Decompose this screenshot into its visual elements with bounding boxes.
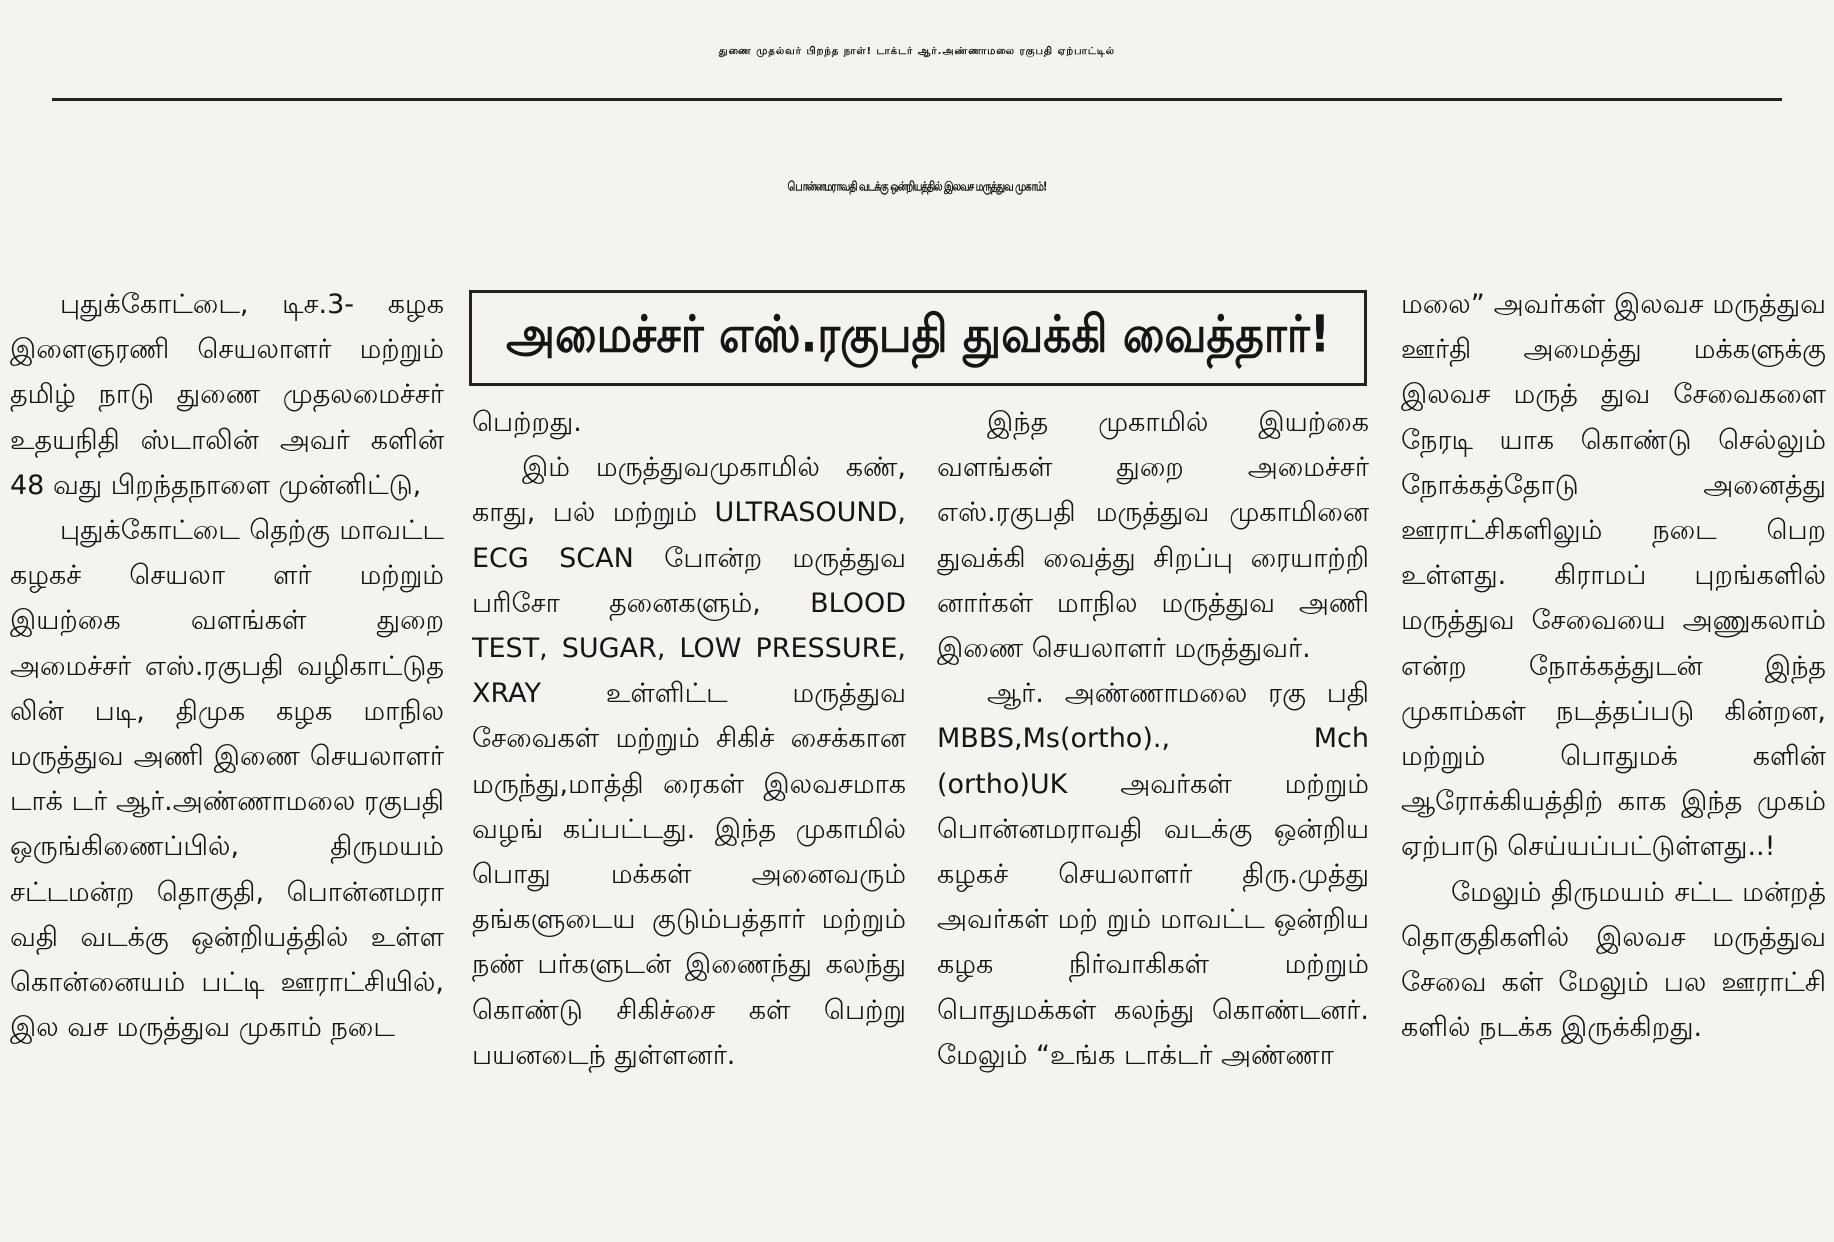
main-headline: பொன்னமராவதி வடக்கு ஒன்றியத்தில் இலவச மருத்துவ முகாம்! bbox=[787, 180, 1047, 195]
subheadline-box bbox=[469, 290, 1367, 386]
paragraph: மலை” அவர்கள் இலவச மருத்துவ ஊர்தி அமைத்து மக்களுக்கு இலவச மருத் துவ சேவைகளை நேரடி யாக கொண்டு செல்லும் நோக்கத்தோடு அனைத்து ஊராட்சிகளிலும் நடை பெற உள்ளது. கிராமப் புறங்களில் மருத்துவ சேவையை அணுகலாம் என்ற நோக்கத்துடன் இந்த முகாம்கள் நடத்தப்படு கின்றன, மற்றும் பொதுமக் களின் ஆரோக்கியத்திற் காக இந்த முகம் ஏற்பாடு செய்யப்பட்டுள்ளது..! bbox=[1401, 289, 1826, 863]
paragraph: புதுக்கோட்டை தெற்கு மாவட்ட கழகச் செயலா ளர் மற்றும் இயற்கை வளங்கள் துறை அமைச்சர் எஸ்.ரகுபதி வழிகாட்டுத லின் படி, திமுக கழக மாநில மருத்துவ அணி இணை செயலாளர் டாக் டர் ஆர்.அண்ணாமலை ரகுபதி ஒருங்கிணைப்பில், திருமயம் சட்டமன்ற தொகுதி, பொன்னமரா வதி வடக்கு ஒன்றியத்தில் உள்ள கொன்னையம் பட்டி ஊராட்சியில், இல வச மருத்துவ முகாம் நடை bbox=[10, 515, 444, 1044]
paragraph: மேலும் திருமயம் சட்ட மன்றத் தொகுதிகளில் இலவச மருத்துவ சேவை கள் மேலும் பல ஊராட்சி களில் நடக்க இருக்கிறது. bbox=[1401, 876, 1826, 1044]
paragraph: பெற்றது. bbox=[472, 407, 582, 438]
article-column-2 bbox=[472, 400, 906, 1242]
paragraph: ஆர். அண்ணாமலை ரகு பதி MBBS,Ms(ortho)., Mch (ortho)UK அவர்கள் மற்றும் பொன்னமராவதி வடக்கு ஒன்றிய கழகச் செயலாளர் திரு.முத்து அவர்கள் மற் றும் மாவட்ட ஒன்றிய கழக நிர்வாகிகள் மற்றும் பொதுமக்கள் கலந்து கொண்டனர். மேலும் “உங்க டாக்டர் அண்ணா bbox=[937, 678, 1369, 1071]
article-column-4 bbox=[1401, 282, 1826, 1242]
kicker-headline: துணை முதல்வர் பிறந்த நாள்! டாக்டர் ஆர்.அண்ணாமலை ரகுபதி ஏற்பாட்டில் bbox=[718, 46, 1116, 57]
subheadline: அமைச்சர் எஸ்.ரகுபதி துவக்கி வைத்தார்! bbox=[506, 305, 1330, 364]
paragraph: புதுக்கோட்டை, டிச.3- கழக இளைஞரணி செயலாளர் மற்றும் தமிழ் நாடு துணை முதலமைச்சர் உதயநிதி ஸ்டாலின் அவர் களின் 48 வது பிறந்தநாளை முன்னிட்டு, bbox=[10, 289, 444, 501]
paragraph: இம் மருத்துவமுகாமில் கண், காது, பல் மற்றும் ULTRASOUND, ECG SCAN போன்ற மருத்துவ பரிசோ தனைகளும், BLOOD TEST, SUGAR, LOW PRESSURE, XRAY உள்ளிட்ட மருத்துவ சேவைகள் மற்றும் சிகிச் சைக்கான மருந்து,மாத்தி ரைகள் இலவசமாக வழங் கப்பட்டது. இந்த முகாமில் பொது மக்கள் அனைவரும் தங்களுடைய குடும்பத்தார் மற்றும் நண் பர்களுடன் இணைந்து கலந்து கொண்டு சிகிச்சை கள் பெற்று பயனடைந் துள்ளனர். bbox=[472, 452, 906, 1071]
article-column-1 bbox=[10, 282, 444, 1242]
paragraph: இந்த முகாமில் இயற்கை வளங்கள் துறை அமைச்சர் எஸ்.ரகுபதி மருத்துவ முகாமினை துவக்கி வைத்து சிறப்பு ரையாற்றி னார்கள் மாநில மருத்துவ அணி இணை செயலாளர் மருத்துவர். bbox=[937, 407, 1369, 665]
article-column-3 bbox=[937, 400, 1369, 1242]
